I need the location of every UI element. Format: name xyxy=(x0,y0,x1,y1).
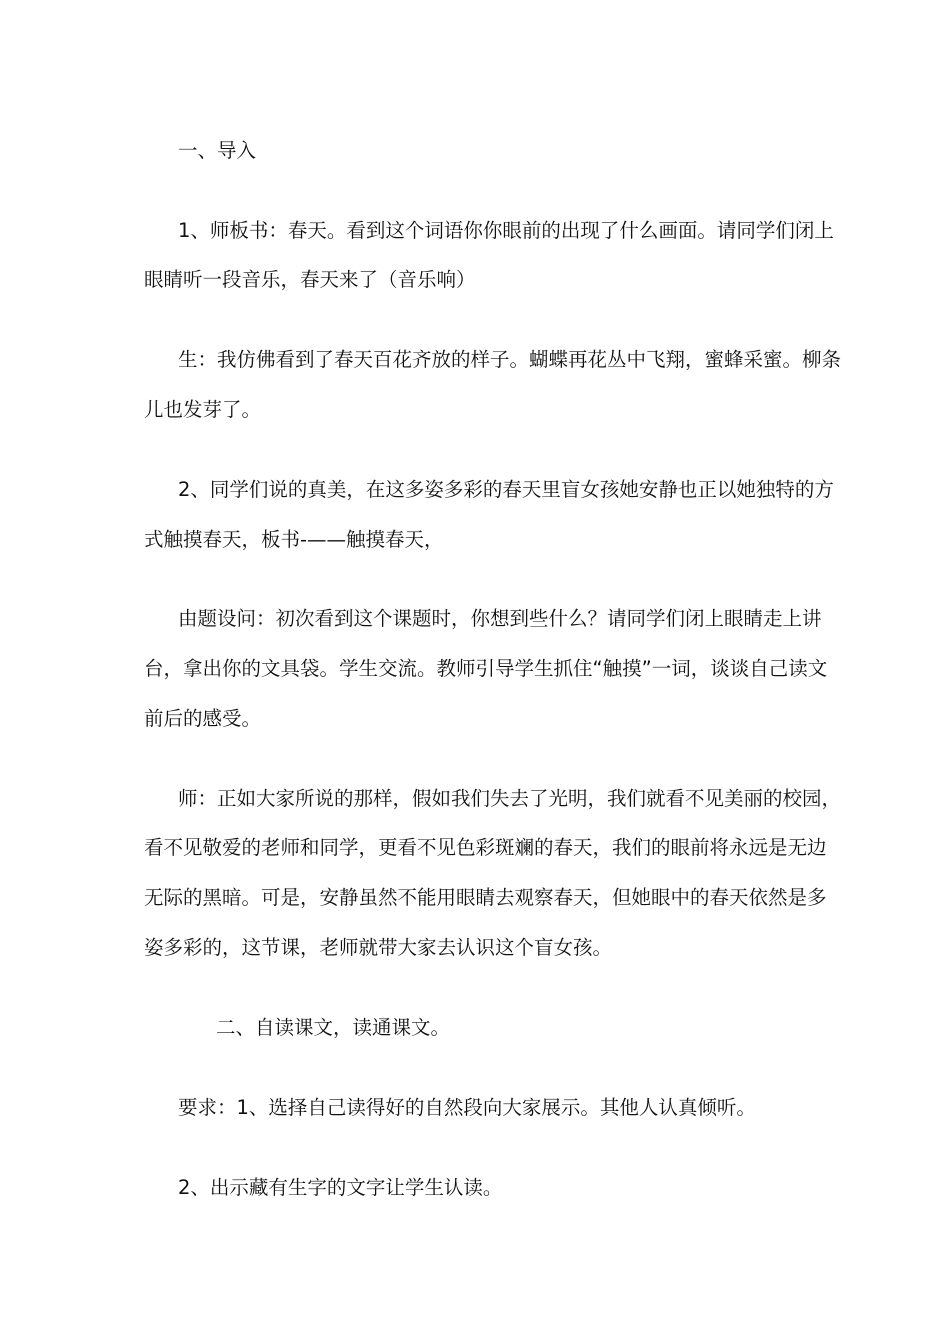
paragraph-2-line-1: 生：我仿佛看到了春天百花齐放的样子。蝴蝶再花丛中飞翔，蜜蜂采蜜。柳条 xyxy=(178,348,842,371)
paragraph-4-line-2: 台，拿出你的文具袋。学生交流。教师引导学生抓住“触摸”一词，谈谈自己读文 xyxy=(144,657,828,680)
paragraph-5-line-3: 无际的黑暗。可是，安静虽然不能用眼睛去观察春天，但她眼中的春天依然是多 xyxy=(144,886,827,909)
paragraph-3-line-1: 2、同学们说的真美，在这多姿多彩的春天里盲女孩她安静也正以她独特的方 xyxy=(178,478,834,501)
paragraph-5-line-4: 姿多彩的，这节课，老师就带大家去认识这个盲女孩。 xyxy=(144,936,613,959)
paragraph-1-line-2: 眼睛听一段音乐，春天来了（音乐响） xyxy=(144,268,476,291)
paragraph-4-line-1: 由题设问：初次看到这个课题时，你想到些什么？请同学们闭上眼睛走上讲 xyxy=(178,607,822,630)
paragraph-6-line-1: 要求：1、选择自己读得好的自然段向大家展示。其他人认真倾听。 xyxy=(178,1096,756,1119)
paragraph-1-line-1: 1、师板书：春天。看到这个词语你你眼前的出现了什么画面。请同学们闭上 xyxy=(178,219,834,242)
paragraph-5-line-2: 看不见敬爱的老师和同学，更看不见色彩斑斓的春天，我们的眼前将永远是无边 xyxy=(144,836,827,859)
section-heading-intro: 一、导入 xyxy=(178,139,257,162)
paragraph-2-line-2: 儿也发芽了。 xyxy=(144,398,262,421)
paragraph-5-line-1: 师：正如大家所说的那样，假如我们失去了光明，我们就看不见美丽的校园， xyxy=(178,787,842,810)
paragraph-4-line-3: 前后的感受。 xyxy=(144,707,262,730)
paragraph-3-line-2: 式触摸春天，板书-——触摸春天， xyxy=(144,528,444,551)
paragraph-7-line-1: 2、出示藏有生字的文字让学生认读。 xyxy=(178,1176,503,1199)
section-heading-self-reading: 二、自读课文，读通课文。 xyxy=(216,1016,451,1039)
